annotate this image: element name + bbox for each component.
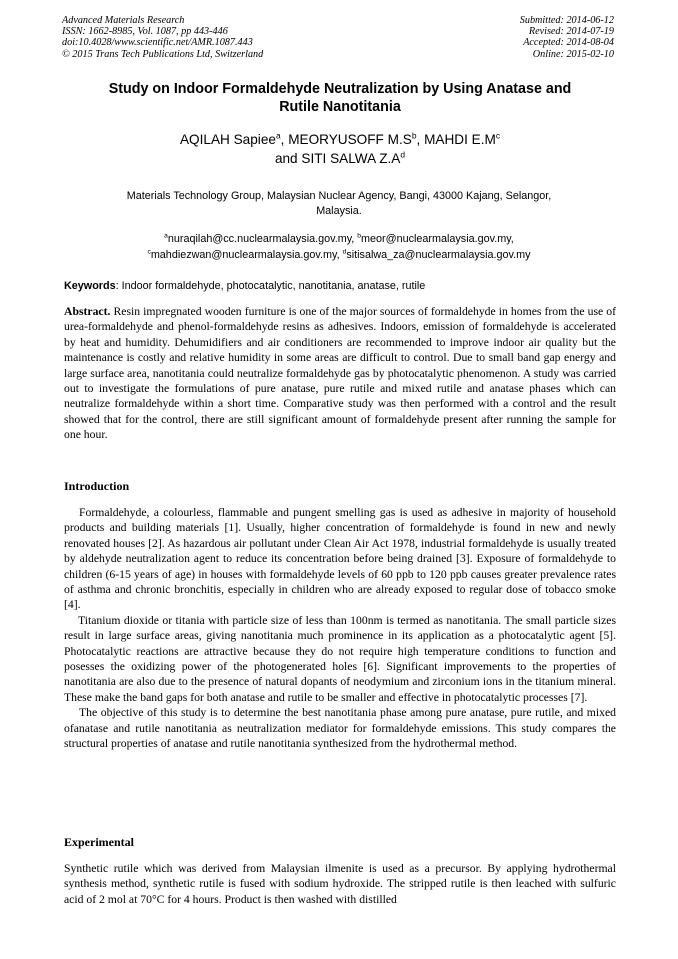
publication-dates — [520, 15, 614, 60]
authors-line-2 — [60, 150, 620, 169]
author-list — [60, 131, 620, 168]
emails-line-1 — [62, 231, 616, 247]
date-accepted: Accepted: 2014-08-04 — [523, 37, 614, 49]
abstract-label: Abstract. — [64, 305, 111, 318]
author-4: SITI SALWA Z.A — [301, 150, 401, 166]
experimental-paragraph-1: Synthetic rutile which was derived from Malaysian ilmenite is used as a precursor. By applying hydrothermal synthesis method, synthetic rutile is fused with sodium hydroxide. The stripped rutile is then leached with sulfuric acid of 2 mol at 70°C for 4 hours. Product is then washed with distilled — [64, 862, 616, 906]
emails-line-2 — [62, 247, 616, 263]
abstract-text: Resin impregnated wooden furniture is one of the major sources of formaldehyde in homes from the use of urea-formaldehyde and phenol-formaldehyde resins as adhesives. Indoors, emission of formaldehyde is accelerated by heat and humidity. Dehumidifiers and air conditioners are recommended to improve indoor air quality but the maintenance is costly and relative humidity in some areas are difficult to control. Due to small band gap energy and large surface area, nanotitania could neutralize formaldehyde gas by photocatalytic phenomenon. A study was carried out to investigate the formulations of pure anatase, pure rutile and mixed rutile and anatase phases which can neutralize formaldehyde within a short time. Comparative study was then performed with a control and the result showed that for the control, there are still significant amount of formaldehyde present after running the sample for one hour. — [64, 305, 616, 442]
author-3-sup: c — [495, 130, 501, 141]
title-line-1: Study on Indoor Formaldehyde Neutralization by Using Anatase and — [108, 81, 572, 97]
author-4-sup: d — [400, 148, 406, 159]
date-submitted: Submitted: 2014-06-12 — [519, 15, 614, 26]
journal-copyright: © 2015 Trans Tech Publications Ltd, Switzerland — [62, 48, 264, 60]
intro-paragraph-2: Titanium dioxide or titania with particle size of less than 100nm is termed as nanotitania. The small particle sizes result in large surface areas, giving nanotitania much prominence in its application as a photocatalytic agent [5]. Photocatalytic reactions are attractive because they do not require high temperature conditions to function and posesses the oxidizing power of the photogenerated holes [6]. Significant improvements to the properties of nanotitania are also due to the presence of natural dopants of neodymium and zirconium ions in the titanium mineral. These make the band gaps for both anatase and rutile to be smaller and effective in photocatalytic processes [7]. — [64, 613, 616, 704]
email-a-sup: a — [164, 232, 168, 240]
keywords-label: Keywords — [64, 280, 116, 292]
paper-title — [60, 80, 620, 116]
affiliation — [62, 189, 616, 219]
author-and: and — [274, 150, 302, 166]
author-sep: , — [416, 132, 425, 147]
experimental-body — [64, 861, 616, 907]
journal-info — [62, 15, 263, 60]
intro-paragraph-1: Formaldehyde, a colourless, flammable and pungent smelling gas is used as adhesive in majority of household products and building materials [1]. Usually, higher concentration of formaldehyde is found in new and newly renovated houses [2]. As hazardous air pollutant under Clean Air Act 1978, industrial formaldehyde is usually treated by aldehyde neutralization agent to reduce its concentration before being drained [3]. Exposure of formaldehyde to children (6-15 years of age) in houses with formaldehyde levels of 60 ppb to 120 ppb causes greater prevalence rates of asthma and chronic bronchitis, especially in children who are already exposed to regular dose of tobacco smoke [4]. — [64, 506, 616, 612]
email-c-sup: c — [147, 248, 151, 256]
author-1-sup: a — [275, 130, 281, 141]
author-emails — [62, 231, 616, 263]
journal-doi: doi:10.4028/www.scientific.net/AMR.1087.443 — [62, 37, 253, 49]
journal-name: Advanced Materials Research — [62, 15, 185, 26]
date-online: Online: 2015-02-10 — [532, 48, 614, 60]
affiliation-line-2: Malaysia. — [316, 204, 362, 217]
author-1: AQILAH Sapiee — [179, 132, 276, 147]
author-sep: , — [280, 132, 289, 147]
experimental-heading: Experimental — [64, 835, 134, 849]
email-a[interactable]: nuraqilah@cc.nuclearmalaysia.gov.my, — [167, 233, 358, 245]
date-revised: Revised: 2014-07-19 — [528, 26, 614, 38]
author-2: MEORYUSOFF M.S — [288, 132, 412, 147]
author-2-sup: b — [411, 130, 417, 141]
affiliation-line-1: Materials Technology Group, Malaysian Nuclear Agency, Bangi, 43000 Kajang, Selangor, — [126, 190, 552, 202]
intro-paragraph-3: The objective of this study is to determine the best nanotitania phase among pure anatase, pure rutile, and mixed ofanatase and rutile nanotitania as neutralization mediator for formaldehyde emissions. This study compares the structural properties of anatase and rutile nanotitania synthesized from the hydrothermal method. — [64, 706, 616, 751]
email-c[interactable]: mahdiezwan@nuclearmalaysia.gov.my, — [150, 249, 343, 261]
author-3: MAHDI E.M — [424, 132, 496, 147]
email-b[interactable]: meor@nuclearmalaysia.gov.my, — [361, 233, 514, 245]
keywords — [64, 279, 616, 293]
introduction-body — [64, 505, 616, 752]
abstract — [64, 304, 616, 443]
introduction-heading: Introduction — [64, 479, 130, 493]
email-d-sup: d — [342, 248, 347, 256]
journal-issn: ISSN: 1662-8985, Vol. 1087, pp 443-446 — [62, 26, 228, 38]
email-d[interactable]: sitisalwa_za@nuclearmalaysia.gov.my — [346, 249, 531, 261]
title-line-2: Rutile Nanotitania — [279, 99, 401, 115]
authors-line-1 — [60, 131, 620, 150]
keywords-text: : Indoor formaldehyde, photocatalytic, nanotitania, anatase, rutile — [115, 280, 426, 292]
email-b-sup: b — [357, 232, 362, 240]
